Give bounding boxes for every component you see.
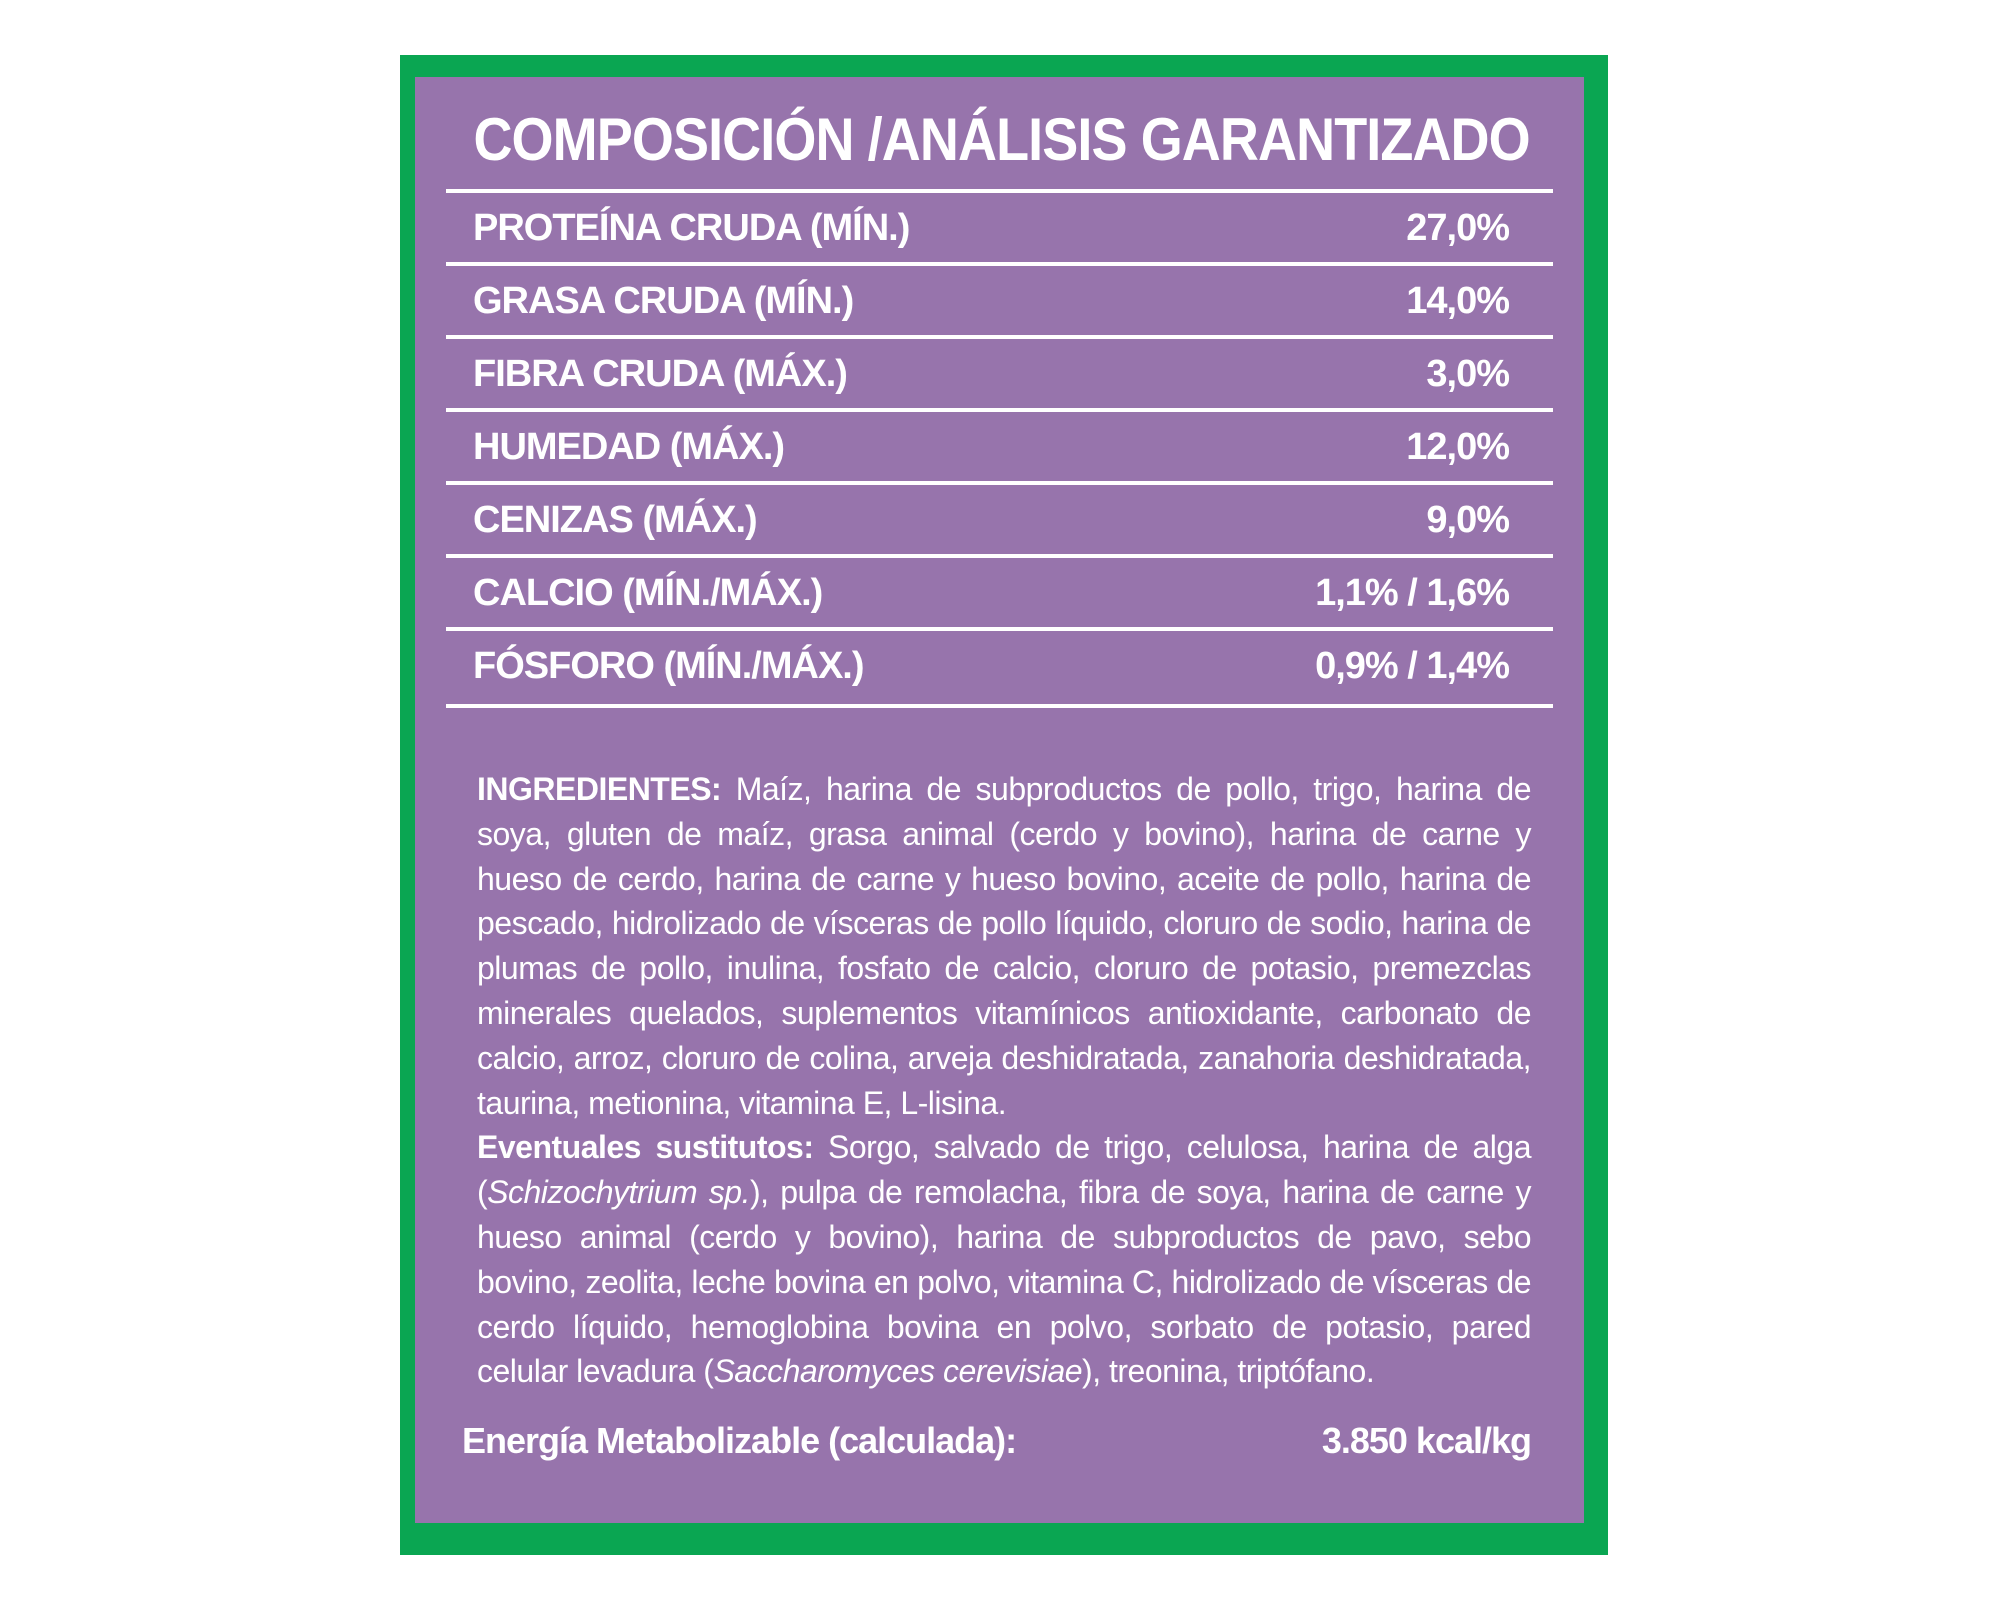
substitutes-heading: Eventuales sustitutos: (477, 1129, 814, 1166)
label-frame (400, 55, 1608, 1555)
analysis-row (446, 627, 1553, 708)
substitutes-species: Schizochytrium sp. (487, 1174, 750, 1211)
analysis-label: PROTEÍNA CRUDA (MÍN.) (473, 207, 910, 249)
analysis-label: HUMEDAD (MÁX.) (473, 426, 785, 468)
composition-panel (415, 77, 1584, 1523)
analysis-value: 27,0% (1406, 207, 1509, 249)
analysis-table (446, 189, 1553, 708)
analysis-row (446, 481, 1553, 554)
panel-title: COMPOSICIÓN /ANÁLISIS GARANTIZADO (473, 106, 1530, 173)
analysis-label: FIBRA CRUDA (MÁX.) (473, 353, 847, 395)
analysis-row (446, 189, 1553, 262)
analysis-value: 14,0% (1406, 280, 1509, 322)
substitutes-text: ), treonina, triptófano. (1082, 1353, 1375, 1390)
ingredients-text: Maíz, harina de subproductos de pollo, trigo, harina de soya, gluten de maíz, grasa animal (cerdo y bovino), harina de carne y hueso de cerdo, harina de carne y hueso bovino, aceite de pollo, harina de pescado, hidrolizado de vísceras de pollo líquido, cloruro de sodio, harina de plumas de pollo, inulina, fosfato de calcio, cloruro de potasio, premezclas minerales quelados, suplementos vitamínicos antioxidante, carbonato de calcio, arroz, cloruro de colina, arveja deshidratada, zanahoria deshidratada, taurina, metionina, vitamina E, L-lisina. (477, 771, 1531, 1121)
substitutes-text: Sorgo, salvado de trigo, celulosa, harina de alga ( (477, 1129, 1532, 1211)
substitutes-text: ), pulpa de remolacha, fibra de soya, harina de carne y hueso animal (cerdo y bovino), harina de subproductos de pavo, sebo bovino, zeolita, leche bovina en polvo, vitamina C, hidrolizado de vísceras de cerdo líquido, hemoglobina bovina en polvo, sorbato de potasio, pared celular levadura ( (477, 1174, 1532, 1390)
analysis-row (446, 335, 1553, 408)
substitutes-species: Saccharomyces cerevisiae (713, 1353, 1083, 1390)
analysis-value: 1,1% / 1,6% (1315, 572, 1509, 614)
analysis-label: CALCIO (MÍN./MÁX.) (473, 572, 823, 614)
analysis-value: 3,0% (1426, 353, 1509, 395)
analysis-row (446, 408, 1553, 481)
ingredients-block (477, 767, 1531, 1394)
analysis-label: CENIZAS (MÁX.) (473, 499, 757, 541)
analysis-value: 9,0% (1426, 499, 1509, 541)
analysis-value: 0,9% / 1,4% (1315, 645, 1509, 687)
ingredients-heading: INGREDIENTES: (477, 771, 722, 807)
analysis-value: 12,0% (1406, 426, 1509, 468)
energy-row (462, 1420, 1531, 1470)
analysis-label: GRASA CRUDA (MÍN.) (473, 280, 854, 322)
analysis-row (446, 262, 1553, 335)
analysis-label: FÓSFORO (MÍN./MÁX.) (473, 645, 864, 687)
energy-label: Energía Metabolizable (calculada): (462, 1420, 1017, 1461)
energy-value: 3.850 kcal/kg (1321, 1420, 1531, 1461)
analysis-row (446, 554, 1553, 627)
